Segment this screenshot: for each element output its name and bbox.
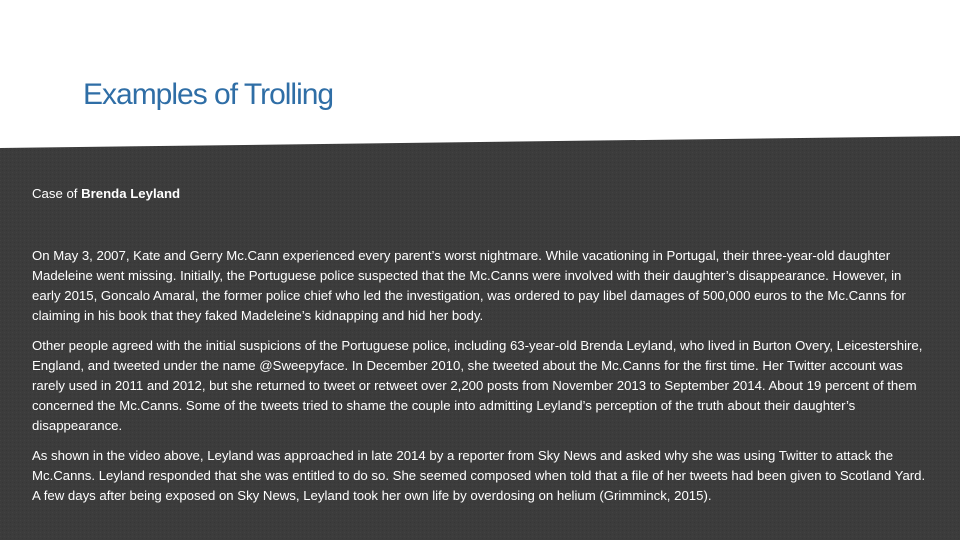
- paragraph-1: On May 3, 2007, Kate and Gerry Mc.Cann experienced every parent’s worst nightmare. While vacationing in Portugal, their three-year-old daughter Madeleine went missing. Initially, the Portuguese police suspected that the Mc.Canns were involved with their daughter’s disappearance. However, in early 2015, Goncalo Amaral, the former police chief who led the investigation, was ordered to pay libel damages of 500,000 euros to the Mc.Canns for claiming in his book that they faked Madeleine’s kidnapping and hid her body.: [32, 248, 906, 323]
- case-prefix: Case of: [32, 186, 78, 201]
- slide-body: [32, 184, 932, 516]
- case-name: Brenda Leyland: [81, 186, 181, 201]
- case-heading: [32, 184, 932, 204]
- paragraph-3: As shown in the video above, Leyland was approached in late 2014 by a reporter from Sky News and asked why she was using Twitter to attack the Mc.Canns. Leyland responded that she was entitled to do so. She seemed composed when told that a file of her tweets had been given to Scotland Yard. A few days after being exposed on Sky News, Leyland took her own life by overdosing on helium (Grimminck, 2015).: [32, 448, 926, 503]
- paragraph-2: Other people agreed with the initial suspicions of the Portuguese police, including 63-year-old Brenda Leyland, who lived in Burton Overy, Leicestershire, England, and tweeted under the name @Sweepyface. In December 2010, she tweeted about the Mc.Canns for the first time. Her Twitter account was rarely used in 2011 and 2012, but she returned to tweet or retweet over 2,200 posts from November 2013 to September 2014. About 19 percent of them concerned the Mc.Canns. Some of the tweets tried to shame the couple into admitting Leyland’s perception of the truth about their daughter’s disappearance.: [32, 338, 923, 433]
- slide-title: Examples of Trolling: [83, 78, 334, 111]
